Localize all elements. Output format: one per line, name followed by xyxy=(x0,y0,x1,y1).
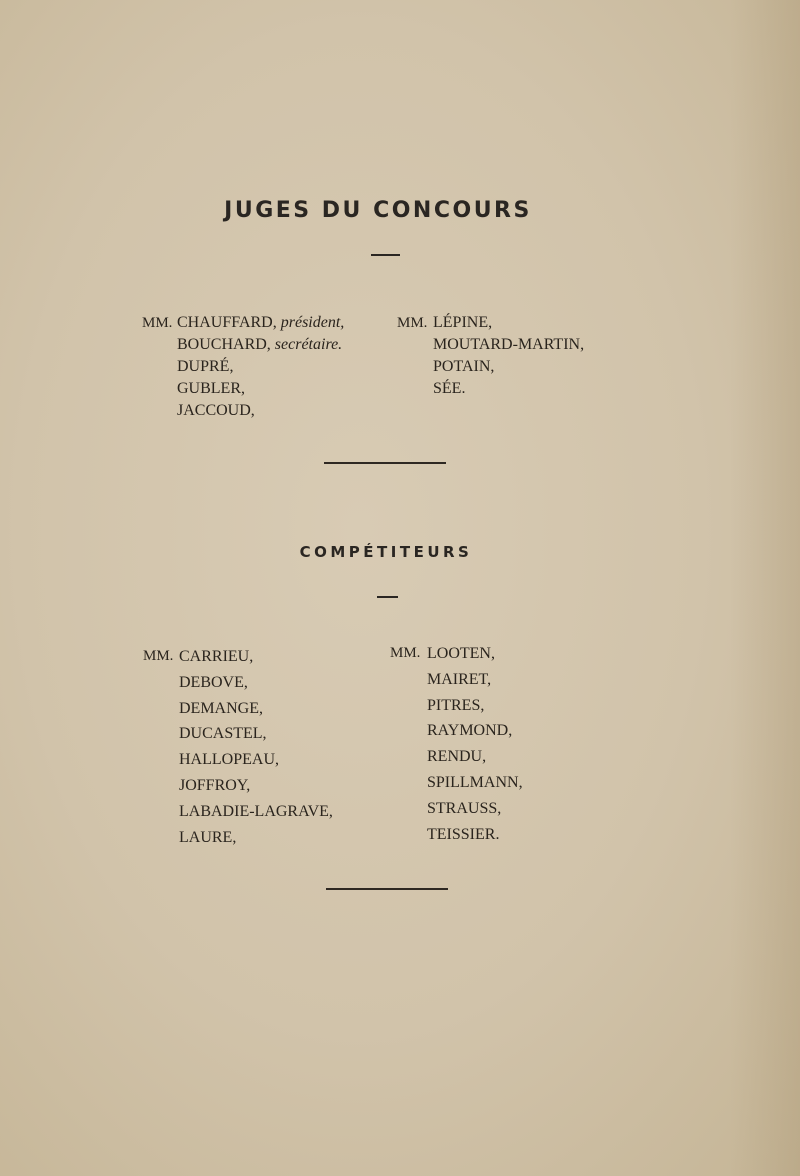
competitors-heading: COMPÉTITEURS xyxy=(299,543,473,561)
jury-right-column xyxy=(433,312,584,400)
jury-member-name: DUPRÉ, xyxy=(177,358,234,375)
jury-member: POTAIN, xyxy=(433,358,495,375)
jury-member-role: secrétaire. xyxy=(274,336,343,353)
competitor: SPILLMANN, xyxy=(427,773,523,791)
competitor: LAURE, xyxy=(179,828,237,846)
competitors-heading-dash xyxy=(377,596,398,598)
jury-left-prefix: MM. xyxy=(142,315,173,331)
page-edge-shading xyxy=(730,0,800,1176)
jury-member xyxy=(177,312,344,334)
jury-left-column xyxy=(177,312,344,422)
competitor: PITRES, xyxy=(427,696,485,714)
jury-right-prefix: MM. xyxy=(397,315,428,331)
jury-member-role: président, xyxy=(280,314,345,331)
jury-member: MOUTARD-MARTIN, xyxy=(433,336,585,353)
competitors-right-column xyxy=(427,641,523,847)
competitors-right-prefix: MM. xyxy=(390,645,421,661)
jury-member-name: BOUCHARD, xyxy=(177,336,271,353)
competitors-left-prefix: MM. xyxy=(143,648,174,664)
jury-member xyxy=(177,356,344,378)
jury-member-name: CHAUFFARD, xyxy=(177,314,277,331)
competitor: LOOTEN, xyxy=(427,645,495,662)
competitor: JOFFROY, xyxy=(179,776,251,794)
competitors-left-column xyxy=(179,644,333,850)
section-divider xyxy=(326,888,448,890)
jury-member xyxy=(177,378,344,400)
competitor: TEISSIER. xyxy=(427,825,500,843)
jury-heading-dash xyxy=(371,254,400,256)
competitor: DUCASTEL, xyxy=(179,725,267,743)
competitor: DEMANGE, xyxy=(179,699,263,717)
competitor: LABADIE-LAGRAVE, xyxy=(179,802,333,820)
competitor: STRAUSS, xyxy=(427,799,502,817)
competitor: DEBOVE, xyxy=(179,673,248,691)
jury-member-name: GUBLER, xyxy=(177,380,245,397)
competitor: RENDU, xyxy=(427,748,487,766)
section-divider xyxy=(324,462,446,464)
jury-member: LÉPINE, xyxy=(433,314,493,331)
competitor: RAYMOND, xyxy=(427,722,513,740)
competitor: MAIRET, xyxy=(427,670,492,688)
competitor: HALLOPEAU, xyxy=(179,751,279,769)
jury-heading: JUGES DU CONCOURS xyxy=(224,198,532,223)
competitor: CARRIEU, xyxy=(179,648,254,665)
jury-member xyxy=(177,400,344,422)
jury-member xyxy=(177,334,344,356)
jury-member-name: JACCOUD, xyxy=(177,402,255,419)
jury-member: SÉE. xyxy=(433,380,466,397)
